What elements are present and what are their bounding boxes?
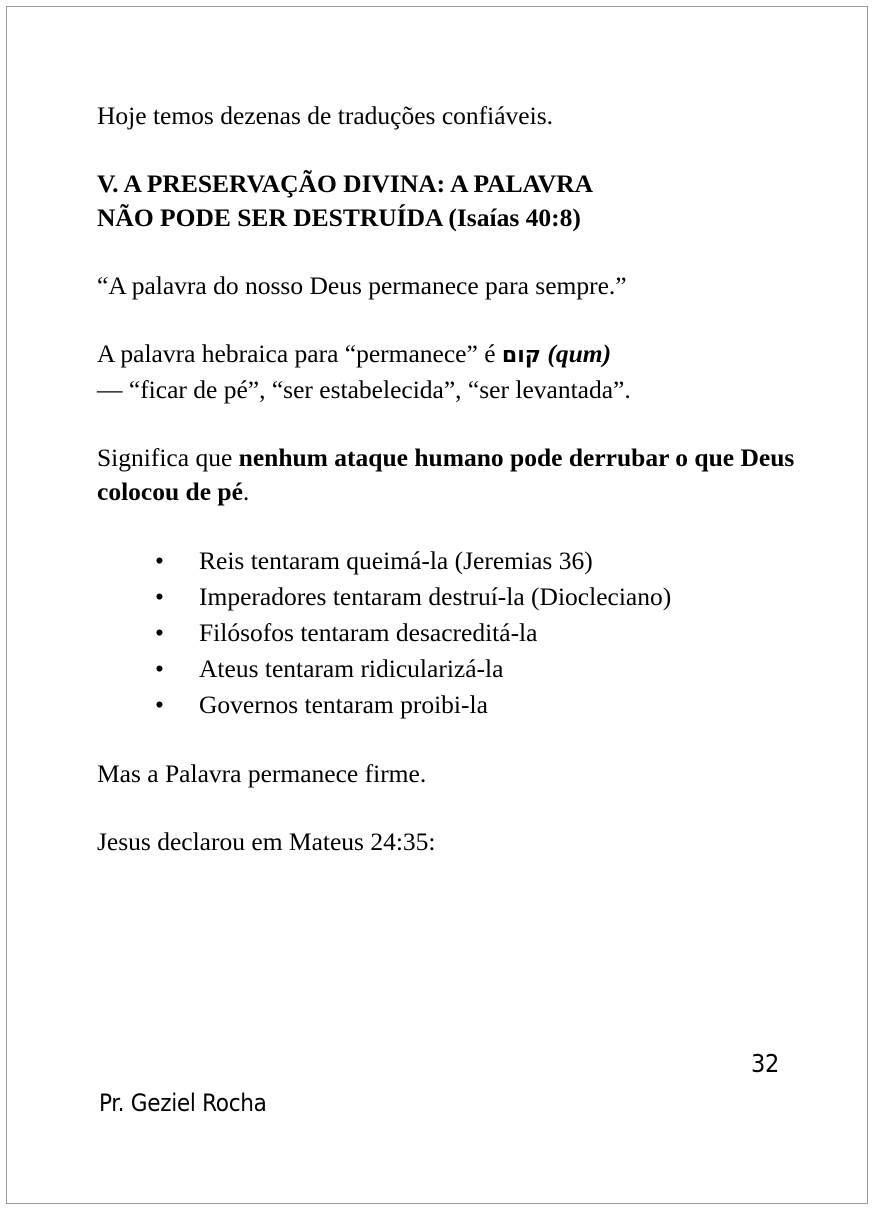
attempts-list [97, 543, 797, 723]
meaning-statement-prefix: Significa que [97, 443, 239, 472]
intro-paragraph: Hoje temos dezenas de traduções confiáveis. [97, 101, 553, 130]
hebrew-explanation-prefix: A palavra hebraica para “permanece” é [97, 339, 502, 368]
spacer [97, 133, 797, 167]
list-item [97, 651, 797, 687]
spacer [97, 407, 797, 441]
list-item-label: Governos tentaram proibi-la [199, 690, 488, 719]
spacer [97, 791, 797, 825]
page-number: 32 [750, 1049, 779, 1078]
list-item-label: Reis tentaram queimá-la (Jeremias 36) [199, 546, 593, 575]
bullet-icon: • [155, 618, 164, 647]
list-item [97, 687, 797, 723]
hebrew-meanings-line: — “ficar de pé”, “ser estabelecida”, “ser levantada”. [97, 375, 631, 404]
document-page [6, 6, 868, 1204]
list-item-label: Filósofos tentaram desacreditá-la [199, 618, 538, 647]
meaning-statement [97, 441, 797, 509]
spacer [97, 509, 797, 543]
page-content [97, 99, 797, 859]
spacer [97, 723, 797, 757]
bullet-icon: • [155, 690, 164, 719]
meaning-statement-suffix: . [242, 477, 250, 506]
spacer [97, 235, 797, 269]
bullet-icon: • [155, 654, 164, 683]
author-byline: Pr. Geziel Rocha [99, 1089, 267, 1117]
section-heading-line-2: NÃO PODE SER DESTRUÍDA (Isaías 40:8) [97, 203, 581, 232]
list-item [97, 579, 797, 615]
closing-paragraph: Mas a Palavra permanece firme. [97, 759, 427, 788]
list-item-label: Ateus tentaram ridicularizá-la [199, 654, 504, 683]
hebrew-transliteration: (qum) [547, 339, 612, 368]
section-heading-line-1: V. A PRESERVAÇÃO DIVINA: A PALAVRA [97, 169, 593, 198]
reference-paragraph: Jesus declarou em Mateus 24:35: [97, 827, 436, 856]
spacer [97, 303, 797, 337]
meaning-statement-emphasis: nenhum ataque humano pode derrubar o que Deus colocou de pé [97, 443, 795, 506]
bullet-icon: • [155, 546, 164, 575]
bullet-icon: • [155, 582, 164, 611]
section-heading [97, 167, 797, 235]
list-item [97, 543, 797, 579]
scripture-quote: “A palavra do nosso Deus permanece para sempre.” [97, 271, 627, 300]
list-item [97, 615, 797, 651]
hebrew-word: קום [501, 343, 541, 368]
hebrew-explanation-paragraph [97, 337, 797, 407]
list-item-label: Imperadores tentaram destruí-la (Diocleciano) [199, 582, 672, 611]
